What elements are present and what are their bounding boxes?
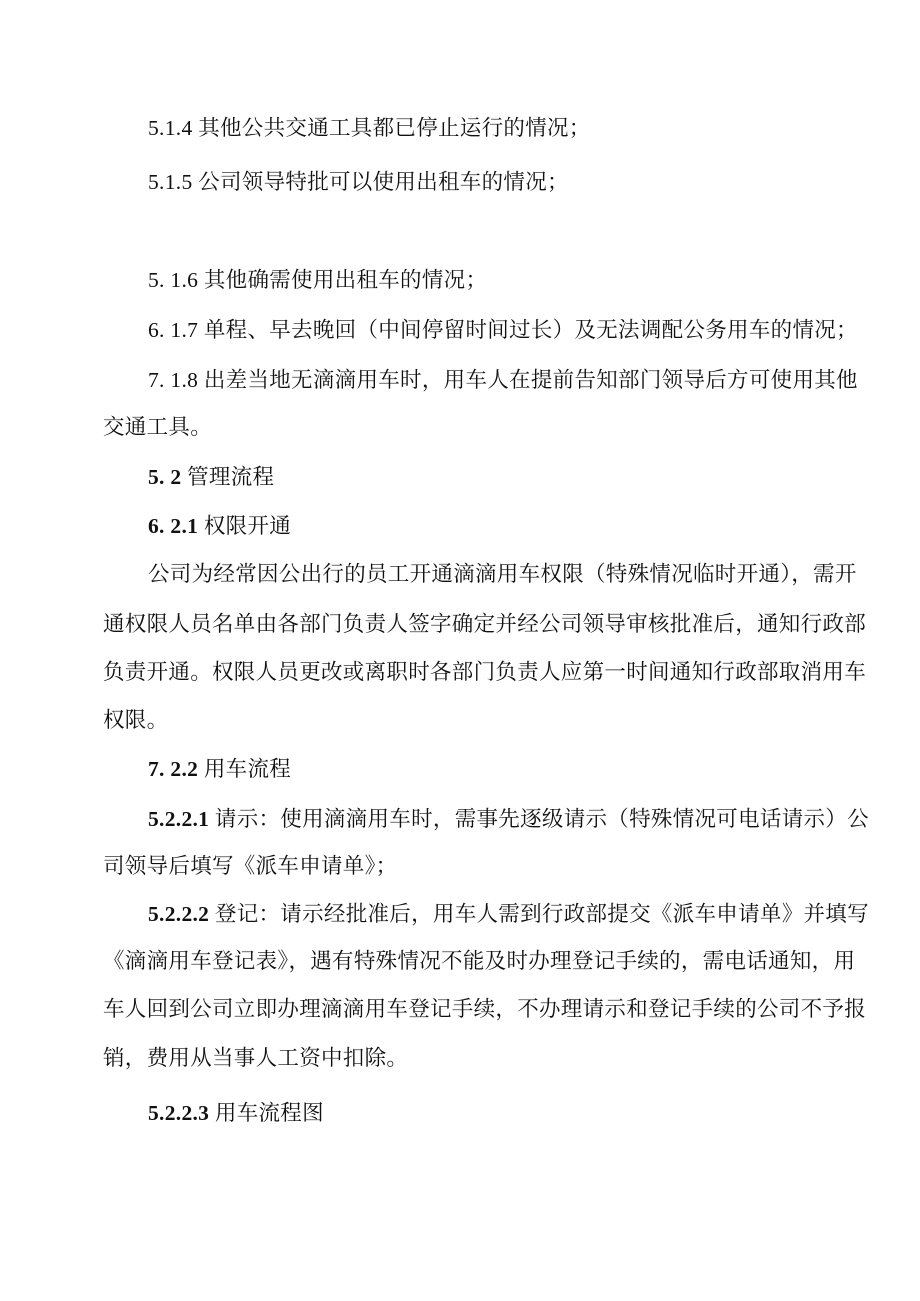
item-5-2-2-2-l2: 《滴滴用车登记表》，遇有特殊情况不能及时办理登记手续的，需电话通知，用 xyxy=(103,949,856,974)
heading-management-process: 5. 2 管理流程 xyxy=(148,465,275,490)
paragraph-permission-l4: 权限。 xyxy=(103,708,169,733)
item-5-2-2-2-l3: 车人回到公司立即办理滴滴用车登记手续，不办理请示和登记手续的公司不予报 xyxy=(103,997,867,1022)
item-5-1-4: 5.1.4 其他公共交通工具都已停止运行的情况； xyxy=(148,116,591,141)
item-5-1-5: 5.1.5 公司领导特批可以使用出租车的情况； xyxy=(148,170,569,195)
item-5-2-2-3: 5.2.2.3 用车流程图 xyxy=(148,1101,324,1126)
heading-usage-process: 7. 2.2 用车流程 xyxy=(148,757,292,782)
heading-permission: 6. 2.1 权限开通 xyxy=(148,514,292,539)
item-5-2-2-2: 5.2.2.2 登记：请示经批准后，用车人需到行政部提交《派车申请单》并填写 xyxy=(148,902,869,927)
item-5-2-2-1-continued: 司领导后填写《派车申请单》； xyxy=(103,854,398,879)
item-5-2-2-2-l4: 销，费用从当事人工资中扣除。 xyxy=(103,1046,409,1071)
item-5-2-2-1: 5.2.2.1 请示：使用滴滴用车时，需事先逐级请示（特殊情况可电话请示）公 xyxy=(148,807,869,832)
paragraph-permission-l1: 公司为经常因公出行的员工开通滴滴用车权限（特殊情况临时开通），需开 xyxy=(148,562,857,587)
paragraph-permission-l2: 通权限人员名单由各部门负责人签字确定并经公司领导审核批准后，通知行政部 xyxy=(103,612,867,637)
paragraph-permission-l3: 负责开通。权限人员更改或离职时各部门负责人应第一时间通知行政部取消用车 xyxy=(103,660,867,685)
item-1-8-continued: 交通工具。 xyxy=(103,415,213,440)
item-1-6: 5. 1.6 其他确需使用出租车的情况； xyxy=(148,268,488,293)
item-1-7: 6. 1.7 单程、早去晚回（中间停留时间过长）及无法调配公务用车的情况； xyxy=(148,318,858,343)
item-1-8: 7. 1.8 出差当地无滴滴用车时，用车人在提前告知部门领导后方可使用其他 xyxy=(148,368,858,393)
